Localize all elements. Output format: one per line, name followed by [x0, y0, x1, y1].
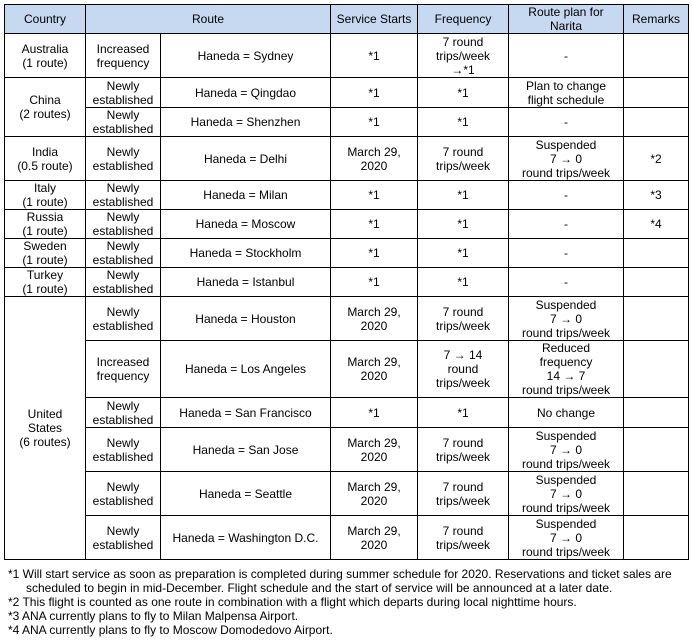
service-start-cell [331, 78, 418, 108]
cell-line: *1 [368, 188, 380, 202]
table-row [5, 239, 689, 268]
narita-plan-cell [509, 34, 624, 78]
cell-line: established [92, 449, 154, 464]
route-type-cell [86, 516, 161, 560]
cell-line: *1 [457, 188, 469, 202]
frequency-cell [418, 137, 509, 181]
cell-line: established [92, 122, 154, 136]
narita-plan-cell [509, 398, 624, 428]
cell-line: Newly [106, 435, 140, 450]
footnote: *1 Will start service as soon as preparation is completed during summer schedule for 2020. Reservations and ticket sales are scheduled to begin in mid-December. Flight schedule and the start of service will be announced at a later date. [8, 567, 672, 595]
cell-line: - [564, 217, 568, 231]
cell-line: 7 → 14 [443, 348, 483, 362]
cell-line: 2020 [360, 449, 388, 464]
cell-line: United [27, 407, 63, 421]
service-start-cell [331, 181, 418, 210]
cell-line: (2 routes) [19, 107, 71, 121]
table-row [5, 472, 689, 516]
route-name-cell: Haneda = Houston [161, 297, 331, 341]
remarks-cell: *3 [624, 181, 689, 210]
cell-line: (6 routes) [19, 435, 71, 449]
cell-line: No change [536, 405, 596, 420]
cell-line: March 29, [347, 355, 401, 369]
cell-line: trips/week [435, 537, 491, 552]
cell-line: 7 → 0 [549, 151, 582, 166]
cell-line: (1 route) [22, 253, 68, 267]
service-start-cell [331, 516, 418, 560]
table-row [5, 268, 689, 297]
cell-line: - [564, 48, 568, 63]
service-start-cell [331, 472, 418, 516]
route-type-cell [86, 78, 161, 108]
route-name-cell: Haneda = Istanbul [161, 268, 331, 297]
cell-line: round trips/week [521, 165, 611, 180]
header-remarks: Remarks [624, 5, 689, 34]
cell-line: China [29, 93, 61, 107]
cell-line: March 29, [347, 144, 401, 159]
table-header-row [5, 5, 689, 34]
table-row [5, 34, 689, 78]
cell-line: Suspended [535, 428, 597, 443]
route-type-cell [86, 398, 161, 428]
route-type-cell [86, 428, 161, 472]
cell-line: established [92, 537, 154, 552]
frequency-cell [418, 78, 509, 108]
cell-line: frequency [539, 355, 593, 369]
cell-line: *1 [368, 217, 380, 231]
cell-line: - [564, 275, 568, 289]
cell-line: (1 route) [22, 224, 68, 238]
cell-line: Increased [96, 355, 150, 369]
cell-line: Turkey [26, 268, 64, 282]
service-start-cell [331, 268, 418, 297]
footnote: *2 This flight is counted as one route in combination with a flight which departs during local nighttime hours. [8, 595, 577, 609]
cell-line: *1 [457, 246, 469, 260]
frequency-cell [418, 210, 509, 239]
cell-line: *1 [368, 246, 380, 260]
route-type-cell [86, 297, 161, 341]
table-row [5, 210, 689, 239]
header-service-starts: Service Starts [331, 5, 418, 34]
cell-line: round trips/week [521, 456, 611, 471]
cell-line: trips/week [435, 376, 491, 390]
service-start-cell [331, 34, 418, 78]
service-start-cell [331, 341, 418, 398]
route-type-cell [86, 210, 161, 239]
cell-line: India [31, 144, 59, 159]
cell-line: Newly [106, 479, 140, 494]
cell-line: 2020 [360, 537, 388, 552]
table-row [5, 137, 689, 181]
frequency-cell [418, 108, 509, 137]
route-name-cell: Haneda = Seattle [161, 472, 331, 516]
cell-line: trips/week [435, 158, 491, 173]
frequency-cell [418, 398, 509, 428]
route-name-cell: Haneda = Qingdao [161, 78, 331, 108]
narita-plan-cell [509, 137, 624, 181]
cell-line: Suspended [535, 137, 597, 152]
cell-line: round trips/week [521, 544, 611, 559]
cell-line: *1 [457, 217, 469, 231]
cell-line: Newly [106, 108, 140, 122]
route-name-cell: Haneda = San Francisco [161, 398, 331, 428]
footnote: *4 ANA currently plans to fly to Moscow Domodedovo Airport. [8, 623, 333, 637]
cell-line: 7 → 0 [549, 442, 582, 457]
cell-line: (1 route) [22, 195, 68, 209]
cell-line: States [27, 421, 63, 435]
narita-plan-cell [509, 516, 624, 560]
cell-line: trips/week [435, 449, 491, 464]
route-type-cell [86, 137, 161, 181]
remarks-cell [624, 268, 689, 297]
cell-line: round trips/week [521, 500, 611, 515]
cell-line: established [92, 158, 154, 173]
service-start-cell [331, 239, 418, 268]
route-name-cell: Haneda = Washington D.C. [161, 516, 331, 560]
table-row [5, 398, 689, 428]
route-type-cell [86, 341, 161, 398]
cell-line: established [92, 253, 154, 267]
cell-line: Newly [106, 239, 140, 253]
service-start-cell [331, 210, 418, 239]
route-name-cell: Haneda = Sydney [161, 34, 331, 78]
cell-line: Newly [106, 144, 140, 159]
header-country: Country [5, 5, 86, 34]
cell-line: established [92, 195, 154, 209]
cell-line: 7 round [442, 34, 484, 49]
remarks-cell [624, 398, 689, 428]
cell-line: 7 → 0 [549, 530, 582, 545]
narita-plan-cell [509, 108, 624, 137]
cell-line: Sweden [23, 239, 67, 253]
route-type-cell [86, 34, 161, 78]
cell-line: established [92, 92, 154, 107]
cell-line: 2020 [360, 493, 388, 508]
cell-line: March 29, [347, 479, 401, 494]
narita-plan-cell [509, 341, 624, 398]
cell-line: *1 [368, 85, 380, 100]
frequency-cell [418, 239, 509, 268]
cell-line: established [92, 493, 154, 508]
narita-plan-cell [509, 268, 624, 297]
route-name-cell: Haneda = Los Angeles [161, 341, 331, 398]
cell-line: *1 [457, 85, 469, 100]
cell-line: Suspended [535, 516, 597, 531]
narita-plan-cell [509, 428, 624, 472]
service-start-cell [331, 137, 418, 181]
cell-line: - [564, 115, 568, 129]
cell-line: established [92, 412, 154, 427]
table-row [5, 297, 689, 341]
narita-plan-cell [509, 210, 624, 239]
cell-line: trips/week [435, 493, 491, 508]
cell-line: round [447, 362, 479, 376]
service-start-cell [331, 108, 418, 137]
cell-line: Italy [33, 181, 56, 195]
cell-line: frequency [96, 55, 150, 70]
remarks-cell [624, 78, 689, 108]
cell-line: (0.5 route) [17, 158, 73, 173]
cell-line: flight schedule [527, 92, 605, 107]
service-start-cell [331, 398, 418, 428]
service-start-cell [331, 297, 418, 341]
footnotes [8, 567, 690, 637]
remarks-cell [624, 297, 689, 341]
cell-line: Australia [21, 41, 69, 56]
country-cell [5, 137, 86, 181]
country-cell [5, 210, 86, 239]
country-cell [5, 268, 86, 297]
country-cell [5, 181, 86, 210]
country-cell [5, 34, 86, 78]
route-type-cell [86, 181, 161, 210]
country-cell [5, 78, 86, 137]
narita-plan-cell [509, 78, 624, 108]
cell-line: March 29, [347, 304, 401, 319]
route-name-cell: Haneda = Moscow [161, 210, 331, 239]
cell-line: 7 round [442, 144, 484, 159]
cell-line: Newly [106, 78, 140, 93]
remarks-cell [624, 472, 689, 516]
cell-line: *1 [457, 275, 469, 289]
cell-line: *1 [368, 405, 380, 420]
cell-line: 7 round [442, 523, 484, 538]
route-name-cell: Haneda = Milan [161, 181, 331, 210]
footnote: *3 ANA currently plans to fly to Milan Malpensa Airport. [8, 609, 299, 623]
frequency-cell [418, 297, 509, 341]
header-route-plan: Route plan for Narita [509, 5, 624, 34]
frequency-cell [418, 428, 509, 472]
remarks-cell [624, 239, 689, 268]
frequency-cell [418, 181, 509, 210]
cell-line: Suspended [535, 472, 597, 487]
cell-line: frequency [96, 369, 150, 383]
cell-line: →*1 [451, 62, 475, 77]
narita-plan-cell [509, 472, 624, 516]
country-cell [5, 297, 86, 560]
cell-line: *1 [457, 115, 469, 129]
remarks-cell: *4 [624, 210, 689, 239]
table-row [5, 341, 689, 398]
frequency-cell [418, 516, 509, 560]
cell-line: Reduced [541, 341, 591, 355]
cell-line: *1 [457, 405, 469, 420]
remarks-cell [624, 341, 689, 398]
narita-plan-cell [509, 181, 624, 210]
cell-line: Plan to change [525, 78, 607, 93]
cell-line: (1 route) [22, 282, 68, 296]
table-row [5, 108, 689, 137]
cell-line: Newly [106, 523, 140, 538]
routes-table [4, 4, 689, 560]
country-cell [5, 239, 86, 268]
cell-line: (1 route) [22, 55, 68, 70]
cell-line: Newly [106, 398, 140, 413]
cell-line: 2020 [360, 158, 388, 173]
cell-line: Russia [26, 210, 64, 224]
cell-line: - [564, 188, 568, 202]
cell-line: 7 round [442, 304, 484, 319]
cell-line: established [92, 282, 154, 296]
narita-plan-cell [509, 239, 624, 268]
remarks-cell [624, 516, 689, 560]
header-frequency: Frequency [418, 5, 509, 34]
cell-line: Suspended [535, 297, 597, 312]
cell-line: trips/week [435, 318, 491, 333]
cell-line: established [92, 224, 154, 238]
cell-line: *1 [368, 48, 380, 63]
table-row [5, 78, 689, 108]
remarks-cell [624, 428, 689, 472]
remarks-cell: *2 [624, 137, 689, 181]
narita-plan-cell [509, 297, 624, 341]
table-row [5, 428, 689, 472]
route-name-cell: Haneda = San Jose [161, 428, 331, 472]
remarks-cell [624, 34, 689, 78]
cell-line: trips/week [435, 48, 491, 63]
frequency-cell [418, 341, 509, 398]
cell-line: Newly [106, 304, 140, 319]
frequency-cell [418, 34, 509, 78]
route-name-cell: Haneda = Shenzhen [161, 108, 331, 137]
cell-line: - [564, 246, 568, 260]
service-start-cell [331, 428, 418, 472]
cell-line: *1 [368, 275, 380, 289]
route-name-cell: Haneda = Stockholm [161, 239, 331, 268]
cell-line: Increased [96, 41, 150, 56]
cell-line: 7 round [442, 479, 484, 494]
cell-line: Newly [106, 181, 140, 195]
route-type-cell [86, 472, 161, 516]
cell-line: 7 → 0 [549, 486, 582, 501]
cell-line: 2020 [360, 318, 388, 333]
cell-line: March 29, [347, 435, 401, 450]
cell-line: 7 → 0 [549, 311, 582, 326]
route-name-cell: Haneda = Delhi [161, 137, 331, 181]
cell-line: 2020 [360, 369, 388, 383]
frequency-cell [418, 472, 509, 516]
cell-line: round trips/week [521, 383, 611, 397]
route-type-cell [86, 268, 161, 297]
cell-line: round trips/week [521, 325, 611, 340]
remarks-cell [624, 108, 689, 137]
cell-line: established [92, 318, 154, 333]
cell-line: Newly [106, 268, 140, 282]
cell-line: 14 → 7 [546, 369, 586, 383]
table-row [5, 516, 689, 560]
header-route: Route [86, 5, 331, 34]
frequency-cell [418, 268, 509, 297]
route-type-cell [86, 108, 161, 137]
cell-line: Newly [106, 210, 140, 224]
table-row [5, 181, 689, 210]
route-type-cell [86, 239, 161, 268]
cell-line: March 29, [347, 523, 401, 538]
cell-line: *1 [368, 115, 380, 129]
cell-line: 7 round [442, 435, 484, 450]
